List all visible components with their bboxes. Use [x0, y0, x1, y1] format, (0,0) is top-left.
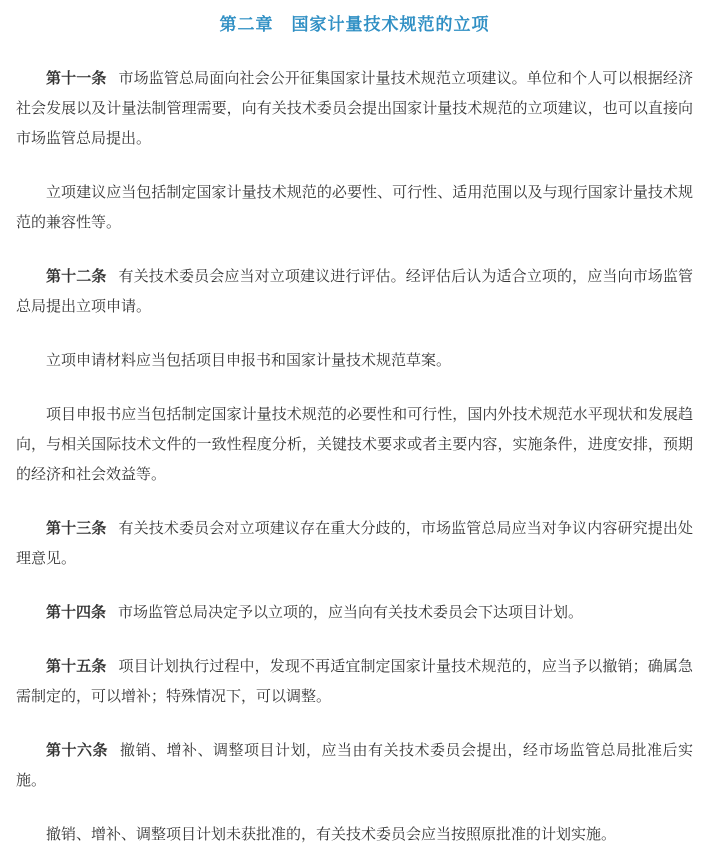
chapter-title: 第二章 国家计量技术规范的立项 [219, 15, 490, 35]
paragraph-article-11 [16, 63, 693, 153]
article-number: 第十二条 [46, 267, 107, 285]
paragraph-article-16 [16, 735, 693, 795]
paragraph-article-12 [16, 261, 693, 321]
paragraph-text: 市场监管总局决定予以立项的，应当向有关技术委员会下达项目计划。 [118, 603, 584, 621]
article-number: 第十三条 [46, 519, 107, 537]
paragraph-article-16-continued [16, 819, 693, 849]
paragraph-article-11-continued [16, 177, 693, 237]
paragraph-text: 撤销、增补、调整项目计划，应当由有关技术委员会提出，经市场监管总局批准后实施。 [16, 741, 693, 789]
paragraph-text: 立项建议应当包括制定国家计量技术规范的必要性、可行性、适用范围以及与现行国家计量技术规范的兼容性等。 [16, 183, 693, 231]
paragraph-text: 项目申报书应当包括制定国家计量技术规范的必要性和可行性，国内外技术规范水平现状和发展趋向，与相关国际技术文件的一致性程度分析，关键技术要求或者主要内容，实施条件，进度安排，预期的经济和社会效益等。 [16, 405, 693, 483]
paragraph-article-12-application-form [16, 399, 693, 489]
article-number: 第十五条 [46, 657, 107, 675]
paragraph-text: 市场监管总局面向社会公开征集国家计量技术规范立项建议。单位和个人可以根据经济社会发展以及计量法制管理需要，向有关技术委员会提出国家计量技术规范的立项建议，也可以直接向市场监管总局提出。 [16, 69, 693, 147]
paragraph-text: 有关技术委员会应当对立项建议进行评估。经评估后认为适合立项的，应当向市场监管总局提出立项申请。 [16, 267, 693, 315]
paragraph-text: 撤销、增补、调整项目计划未获批准的，有关技术委员会应当按照原批准的计划实施。 [46, 825, 617, 843]
article-number: 第十一条 [46, 69, 107, 87]
article-number: 第十六条 [46, 741, 108, 759]
paragraph-text: 立项申请材料应当包括项目申报书和国家计量技术规范草案。 [46, 351, 452, 369]
paragraph-text: 有关技术委员会对立项建议存在重大分歧的，市场监管总局应当对争议内容研究提出处理意见。 [16, 519, 693, 567]
paragraph-article-14 [16, 597, 693, 627]
paragraph-article-13 [16, 513, 693, 573]
paragraph-article-15 [16, 651, 693, 711]
paragraph-article-12-materials [16, 345, 693, 375]
paragraph-text: 项目计划执行过程中，发现不再适宜制定国家计量技术规范的，应当予以撤销；确属急需制定的，可以增补；特殊情况下，可以调整。 [16, 657, 693, 705]
article-number: 第十四条 [46, 603, 107, 621]
